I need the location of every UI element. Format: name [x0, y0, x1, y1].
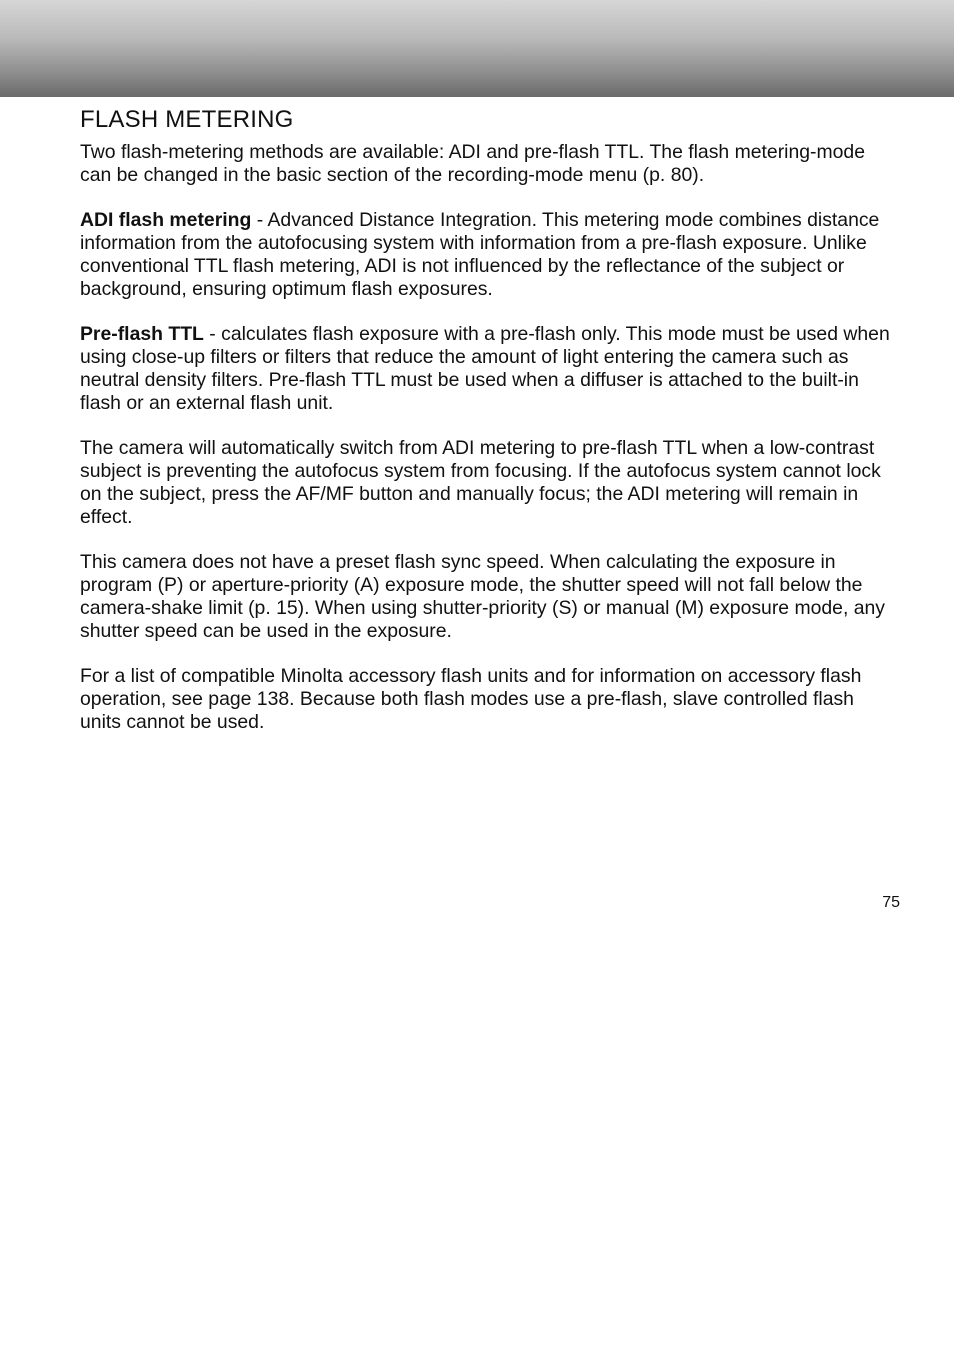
sync-speed-paragraph — [80, 551, 892, 642]
auto-switch-text: The camera will automatically switch from ADI metering to pre-flash TTL when a low-contrast subject is preventing the autofocus system from focusing. If the autofocus system cannot lock on the subject, press the AF/MF button and manually focus; the ADI metering will remain in effect. — [80, 437, 881, 528]
intro-paragraph — [80, 141, 892, 187]
section-title: FLASH METERING — [80, 106, 294, 133]
accessory-text: For a list of compatible Minolta accessory flash units and for information on accessory flash operation, see page 138. Because both flash modes use a pre-flash, slave controlled flash units cannot be used. — [80, 665, 862, 733]
sync-speed-text: This camera does not have a preset flash sync speed. When calculating the exposure in program (P) or aperture-priority (A) exposure mode, the shutter speed will not fall below the camera-shake limit (p. 15). When using shutter-priority (S) or manual (M) exposure mode, any shutter speed can be used in the exposure. — [80, 551, 886, 642]
adi-term: ADI flash metering — [80, 209, 252, 232]
intro-text: Two flash-metering methods are available: ADI and pre-flash TTL. The flash metering-mode can be changed in the basic section of the recording-mode menu (p. 80). — [80, 141, 865, 186]
preflash-term: Pre-flash TTL — [80, 323, 204, 346]
accessory-paragraph — [80, 665, 892, 733]
adi-paragraph — [80, 209, 892, 300]
header-bar — [0, 0, 954, 97]
page-content — [80, 105, 892, 757]
preflash-paragraph — [80, 323, 892, 414]
preflash-description: - calculates flash exposure with a pre-flash only. This mode must be used when using close-up filters or filters that reduce the amount of light entering the camera such as neutral density filters. Pre-flash TTL must be used when a diffuser is attached to the built-in flash or an external flash unit. — [80, 323, 890, 414]
page-number: 75 — [882, 894, 900, 911]
auto-switch-paragraph — [80, 437, 892, 528]
adi-description: - Advanced Distance Integration. This metering mode combines distance information from the autofocusing system with information from a pre-flash exposure. Unlike conventional TTL flash metering, ADI is not influenced by the reflectance of the subject or background, ensuring optimum flash exposures. — [80, 209, 880, 300]
